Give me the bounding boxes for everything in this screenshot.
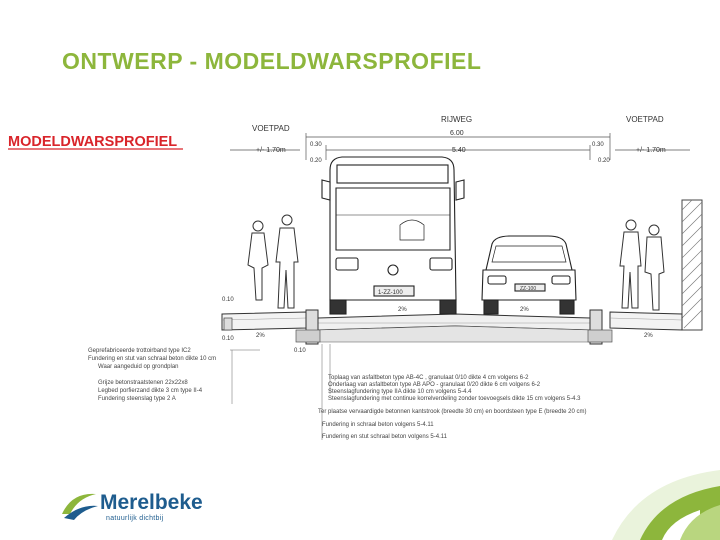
pedestrians-left	[248, 215, 298, 308]
leader-lines	[230, 344, 330, 440]
pedestrians-right	[620, 220, 664, 310]
car-illustration	[482, 236, 576, 314]
dim-height-b: 0.10	[222, 336, 234, 342]
note-center-3: Steenslagfundering type IIA dikte 10 cm volgens 5-4.4	[328, 389, 472, 395]
note-center-2: Onderlaag van asfaltbeton type AB APO - granulaat 0/20 dikte 6 cm volgens 6-2	[328, 382, 541, 388]
merelbeke-swoosh-icon	[62, 494, 98, 520]
dim-right-20: 0.20	[598, 158, 610, 164]
slide-title: ONTWERP - MODELDWARSPROFIEL	[62, 48, 482, 74]
slope-center-right: 2%	[520, 307, 529, 313]
logo-tagline: natuurlijk dichtbij	[106, 515, 164, 522]
road-cross-section	[222, 310, 682, 344]
drawing-heading: MODELDWARSPROFIEL	[8, 134, 178, 150]
car-plate: ZZ-100	[520, 286, 537, 292]
note-center-6: Fundering in schraal beton volgens 5-4.11	[322, 422, 434, 428]
house-wall	[682, 200, 702, 330]
dim-road-inner: 5.40	[452, 147, 466, 154]
green-swoosh-decoration-icon	[612, 470, 720, 540]
zone-label-left: VOETPAD	[252, 124, 290, 133]
note-left-4: Grijze betonstraatstenen 22x22x8	[98, 380, 188, 386]
dim-height-c: 0.10	[294, 348, 306, 354]
note-left-6: Fundering steenslag type 2 A	[98, 396, 176, 402]
dim-right-30: 0.30	[592, 142, 604, 148]
note-center-1: Toplaag van asfaltbeton type AB-4C , granulaat 0/10 dikte 4 cm volgens 6-2	[328, 375, 529, 381]
note-left-1: Geprefabriceerde trottoirband type IC2	[88, 348, 191, 354]
dim-right-walk: +/- 1.70m	[636, 147, 666, 154]
slope-right: 2%	[644, 333, 653, 339]
note-left-2: Fundering en stut van schraal beton dikte 10 cm	[88, 356, 217, 362]
slope-left: 2%	[256, 333, 265, 339]
bus-plate: 1-ZZ-100	[378, 290, 403, 296]
zone-label-right: VOETPAD	[626, 115, 664, 124]
dim-left-30: 0.30	[310, 142, 322, 148]
slope-center-left: 2%	[398, 307, 407, 313]
zone-label-center: RIJWEG	[441, 115, 473, 124]
note-center-4: Steenslagfundering met continue korrelverdeling zonder toevoegsels dikte 15 cm volgens 5-4.3	[328, 396, 581, 402]
dim-road-total: 6.00	[450, 130, 464, 137]
logo-name: Merelbeke	[100, 491, 203, 514]
note-center-7: Fundering en stut schraal beton volgens 5-4.11	[322, 434, 447, 440]
dim-left-walk: +/- 1.70m	[256, 147, 286, 154]
note-center-5: Ter plaatse vervaardigde betonnen kantstrook (breedte 30 cm) en boordsteen type E (breedte 20 cm)	[318, 409, 587, 415]
dim-height-a: 0.10	[222, 297, 234, 303]
note-left-3: Waar aangeduid op grondplan	[98, 364, 179, 370]
notes-center	[318, 375, 587, 440]
notes-left	[88, 348, 216, 402]
dim-left-20: 0.20	[310, 158, 322, 164]
note-left-5: Legbed porfierzand dikte 3 cm type II-4	[98, 388, 203, 394]
